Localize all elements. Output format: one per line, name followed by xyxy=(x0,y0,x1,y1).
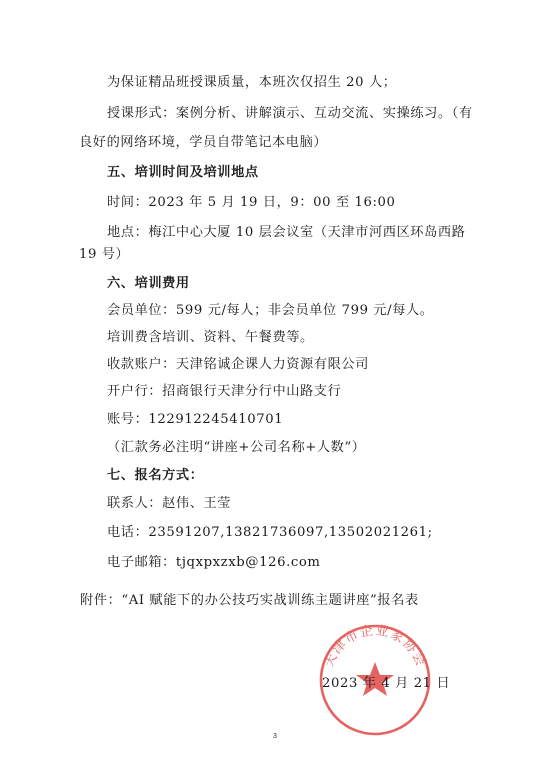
section-heading-5: 五、培训时间及培训地点 xyxy=(107,165,259,180)
text-line-email: 电子邮箱：tjqxpxzxb@126.com xyxy=(107,555,321,570)
text-line-contacts: 联系人：赵伟、王莹 xyxy=(107,496,232,511)
section-heading-7: 七、报名方式： xyxy=(107,468,204,483)
text-line-phone: 电话：23591207,13821736097,13502021261; xyxy=(107,525,433,540)
text-line-remittance-note: （汇款务必注明“讲座+公司名称+人数”） xyxy=(107,440,366,455)
text-line-account: 账号：122912245410701 xyxy=(107,412,284,427)
text-line-bank: 开户行：招商银行天津分行中山路支行 xyxy=(107,384,342,399)
text-line-fee: 会员单位：599 元/每人；非会员单位 799 元/每人。 xyxy=(107,303,434,318)
text-line-teaching-format-cont: 良好的网络环境，学员自带笔记本电脑） xyxy=(79,135,328,150)
text-line-time: 时间：2023 年 5 月 19 日，9：00 至 16:00 xyxy=(107,195,396,210)
text-line-payee: 收款账户：天津铭诚企课人力资源有限公司 xyxy=(107,357,369,372)
section-heading-6: 六、培训费用 xyxy=(107,276,190,291)
text-line-fee-includes: 培训费含培训、资料、午餐费等。 xyxy=(107,330,314,345)
text-line-location-cont: 19 号） xyxy=(79,247,130,262)
text-line-location: 地点：梅江中心大厦 10 层会议室（天津市河西区环岛西路 xyxy=(107,225,466,240)
seal-text: 天津市企业家协会 xyxy=(321,623,429,670)
text-line-class-size: 为保证精品班授课质量，本班次仅招生 20 人； xyxy=(107,75,397,90)
issue-date: 2023 年 4 月 21 日 xyxy=(322,676,451,691)
text-line-teaching-format: 授课形式：案例分析、讲解演示、互动交流、实操练习。（有 xyxy=(107,106,473,121)
page-number: 3 xyxy=(273,733,277,740)
text-line-attachment: 附件：“AI 赋能下的办公技巧实战训练主题讲座”报名表 xyxy=(80,593,419,608)
